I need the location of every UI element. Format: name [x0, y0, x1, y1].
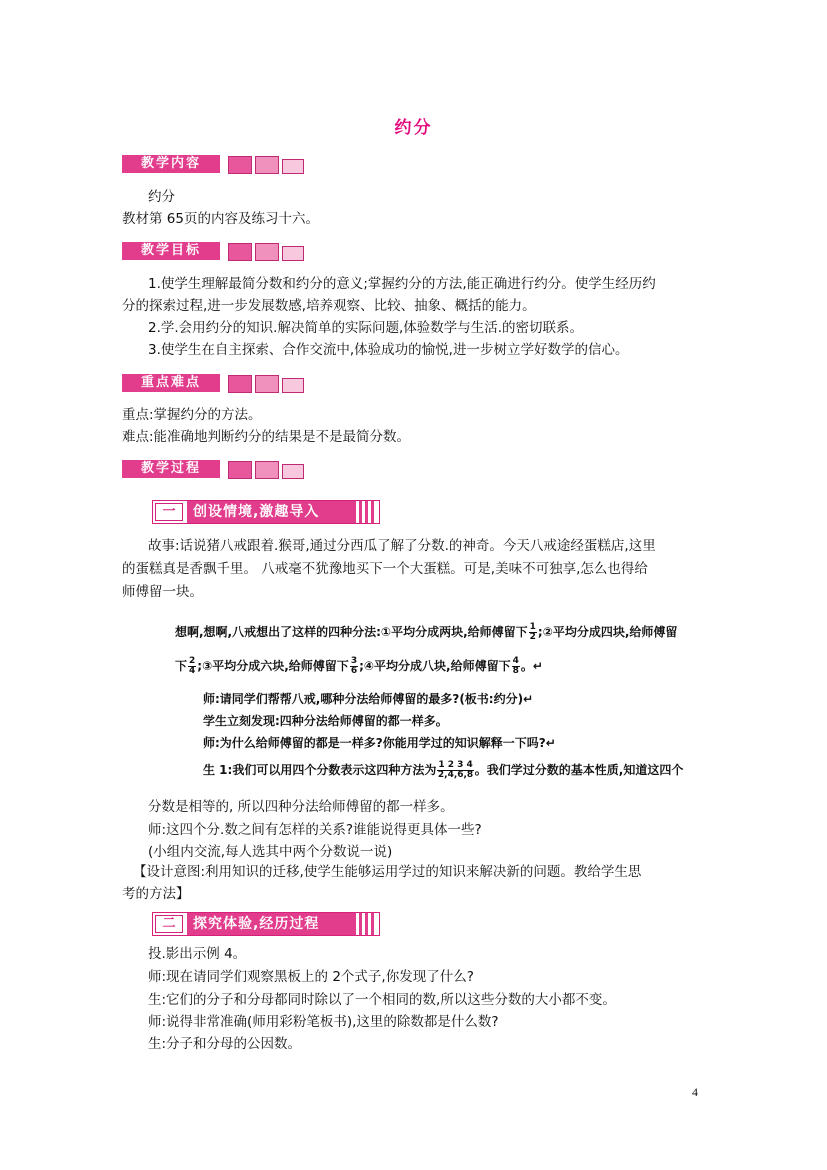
- difficult-point: 难点:能准确地判断约分的结果是不是最简分数。: [122, 429, 411, 445]
- decor-square: [282, 159, 304, 174]
- stage-two-banner: [152, 912, 380, 936]
- decor-square: [228, 375, 252, 393]
- decor-square: [228, 243, 252, 261]
- stage-label: 探究体验,经历过程: [187, 913, 353, 935]
- section-header-keypoints: [122, 374, 312, 392]
- design-note: 【设计意图:利用知识的迁移,使学生能够运用学过的知识来解决新的问题。教给学生思: [133, 864, 642, 880]
- page-number: 4: [692, 1085, 698, 1099]
- decor-square: [255, 461, 279, 479]
- section-label: 重点难点: [122, 374, 220, 392]
- stage-number: 一: [155, 503, 183, 521]
- stage-number: 二: [155, 915, 183, 933]
- section-label: 教学内容: [122, 155, 220, 173]
- inset-line: 想啊,想啊,八戒想出了这样的四种分法:①平均分成两块,给师傅留下 $\frac{1}{2}$ ;②平均分成四块,给师傅留: [175, 622, 678, 642]
- story-line: 故事:话说猪八戒跟着.猴哥,通过分西瓜了解了分数.的神奇。今天八戒途经蛋糕店,这里: [148, 538, 656, 554]
- story-line: 的蛋糕真是香飘千里。 八戒毫不犹豫地买下一个大蛋糕。可是,美味不可独享,怎么也得给: [122, 561, 648, 577]
- section-header-process: [122, 460, 312, 478]
- goal-line: 2.学.会用约分的知识.解决简单的实际问题,体验数学与生活.的密切联系。: [148, 320, 584, 336]
- stage-stripes: [353, 913, 377, 935]
- explore-line: 生:它们的分子和分母都同时除以了一个相同的数,所以这些分数的大小都不变。: [148, 992, 616, 1008]
- inset-line: 下 $\frac{2}{4}$ ;③平均分成六块,给师傅留下 $\frac{3}{6}$ ;④平均分成八块,给师傅留下 $\frac{4}{8}$ 。↵: [175, 656, 543, 676]
- decor-square: [282, 378, 304, 393]
- decor-square: [255, 243, 279, 261]
- fraction-list: $\frac{1 2 3 4}{2,4,6,8}$: [437, 760, 474, 780]
- decor-square: [228, 461, 252, 479]
- inset-line: 生 1:我们可以用四个分数表示这四种方法为 $\frac{1 2 3 4}{2,4,6,8}$ 。我们学过分数的基本性质,知道这四个: [203, 760, 684, 780]
- section-label: 教学目标: [122, 242, 220, 260]
- fraction-quarter: $\frac{2}{4}$: [189, 656, 196, 676]
- goal-line: 分的探索过程,进一步发展数感,培养观察、比较、抽象、概括的能力。: [122, 298, 536, 314]
- inset-line: 师:为什么给师傅留的都是一样多?你能用学过的知识解释一下吗?↵: [203, 736, 556, 750]
- fraction-eighth: $\frac{4}{8}$: [512, 656, 519, 676]
- decor-square: [255, 375, 279, 393]
- inset-line: 师:请同学们帮帮八戒,哪种分法给师傅留的最多?(板书:约分)↵: [203, 692, 534, 706]
- explore-line: 师:现在请同学们观察黑板上的 2个式子,你发现了什么?: [148, 969, 474, 985]
- content-line: 教材第 65页的内容及练习十六。: [122, 211, 319, 227]
- stage-stripes: [353, 501, 377, 523]
- stage-label: 创设情境,激趣导入: [187, 501, 353, 523]
- inset-line: 学生立刻发现:四种分法给师傅留的都一样多。: [203, 714, 448, 728]
- decor-square: [282, 246, 304, 261]
- decor-square: [282, 464, 304, 479]
- fraction-half: $\frac{1}{2}$: [529, 622, 536, 642]
- text-line: 分数是相等的, 所以四种分法给师傅留的都一样多。: [148, 799, 454, 815]
- story-line: 师傅留一块。: [122, 584, 203, 600]
- section-label: 教学过程: [122, 460, 220, 478]
- goal-line: 1.使学生理解最简分数和约分的意义;掌握约分的方法,能正确进行约分。使学生经历约: [148, 276, 656, 292]
- stage-one-banner: [152, 500, 380, 524]
- text-line: 师:这四个分.数之间有怎样的关系?谁能说得更具体一些?: [148, 822, 482, 838]
- decor-square: [228, 156, 252, 174]
- content-line: 约分: [148, 189, 175, 205]
- key-point: 重点:掌握约分的方法。: [122, 407, 262, 423]
- design-note: 考的方法】: [122, 886, 190, 902]
- goal-line: 3.使学生在自主探索、合作交流中,体验成功的愉悦,进一步树立学好数学的信心。: [148, 342, 629, 358]
- decor-square: [255, 156, 279, 174]
- section-header-content: [122, 155, 312, 173]
- explore-line: 投.影出示例 4。: [148, 946, 247, 962]
- explore-line: 生:分子和分母的公因数。: [148, 1036, 302, 1052]
- page-title: 约分: [394, 118, 433, 138]
- fraction-sixth: $\frac{3}{6}$: [350, 656, 358, 676]
- section-header-goals: [122, 242, 312, 260]
- text-line: (小组内交流,每人选其中两个分数说一说): [148, 844, 393, 860]
- explore-line: 师:说得非常准确(师用彩粉笔板书),这里的除数都是什么数?: [148, 1014, 499, 1030]
